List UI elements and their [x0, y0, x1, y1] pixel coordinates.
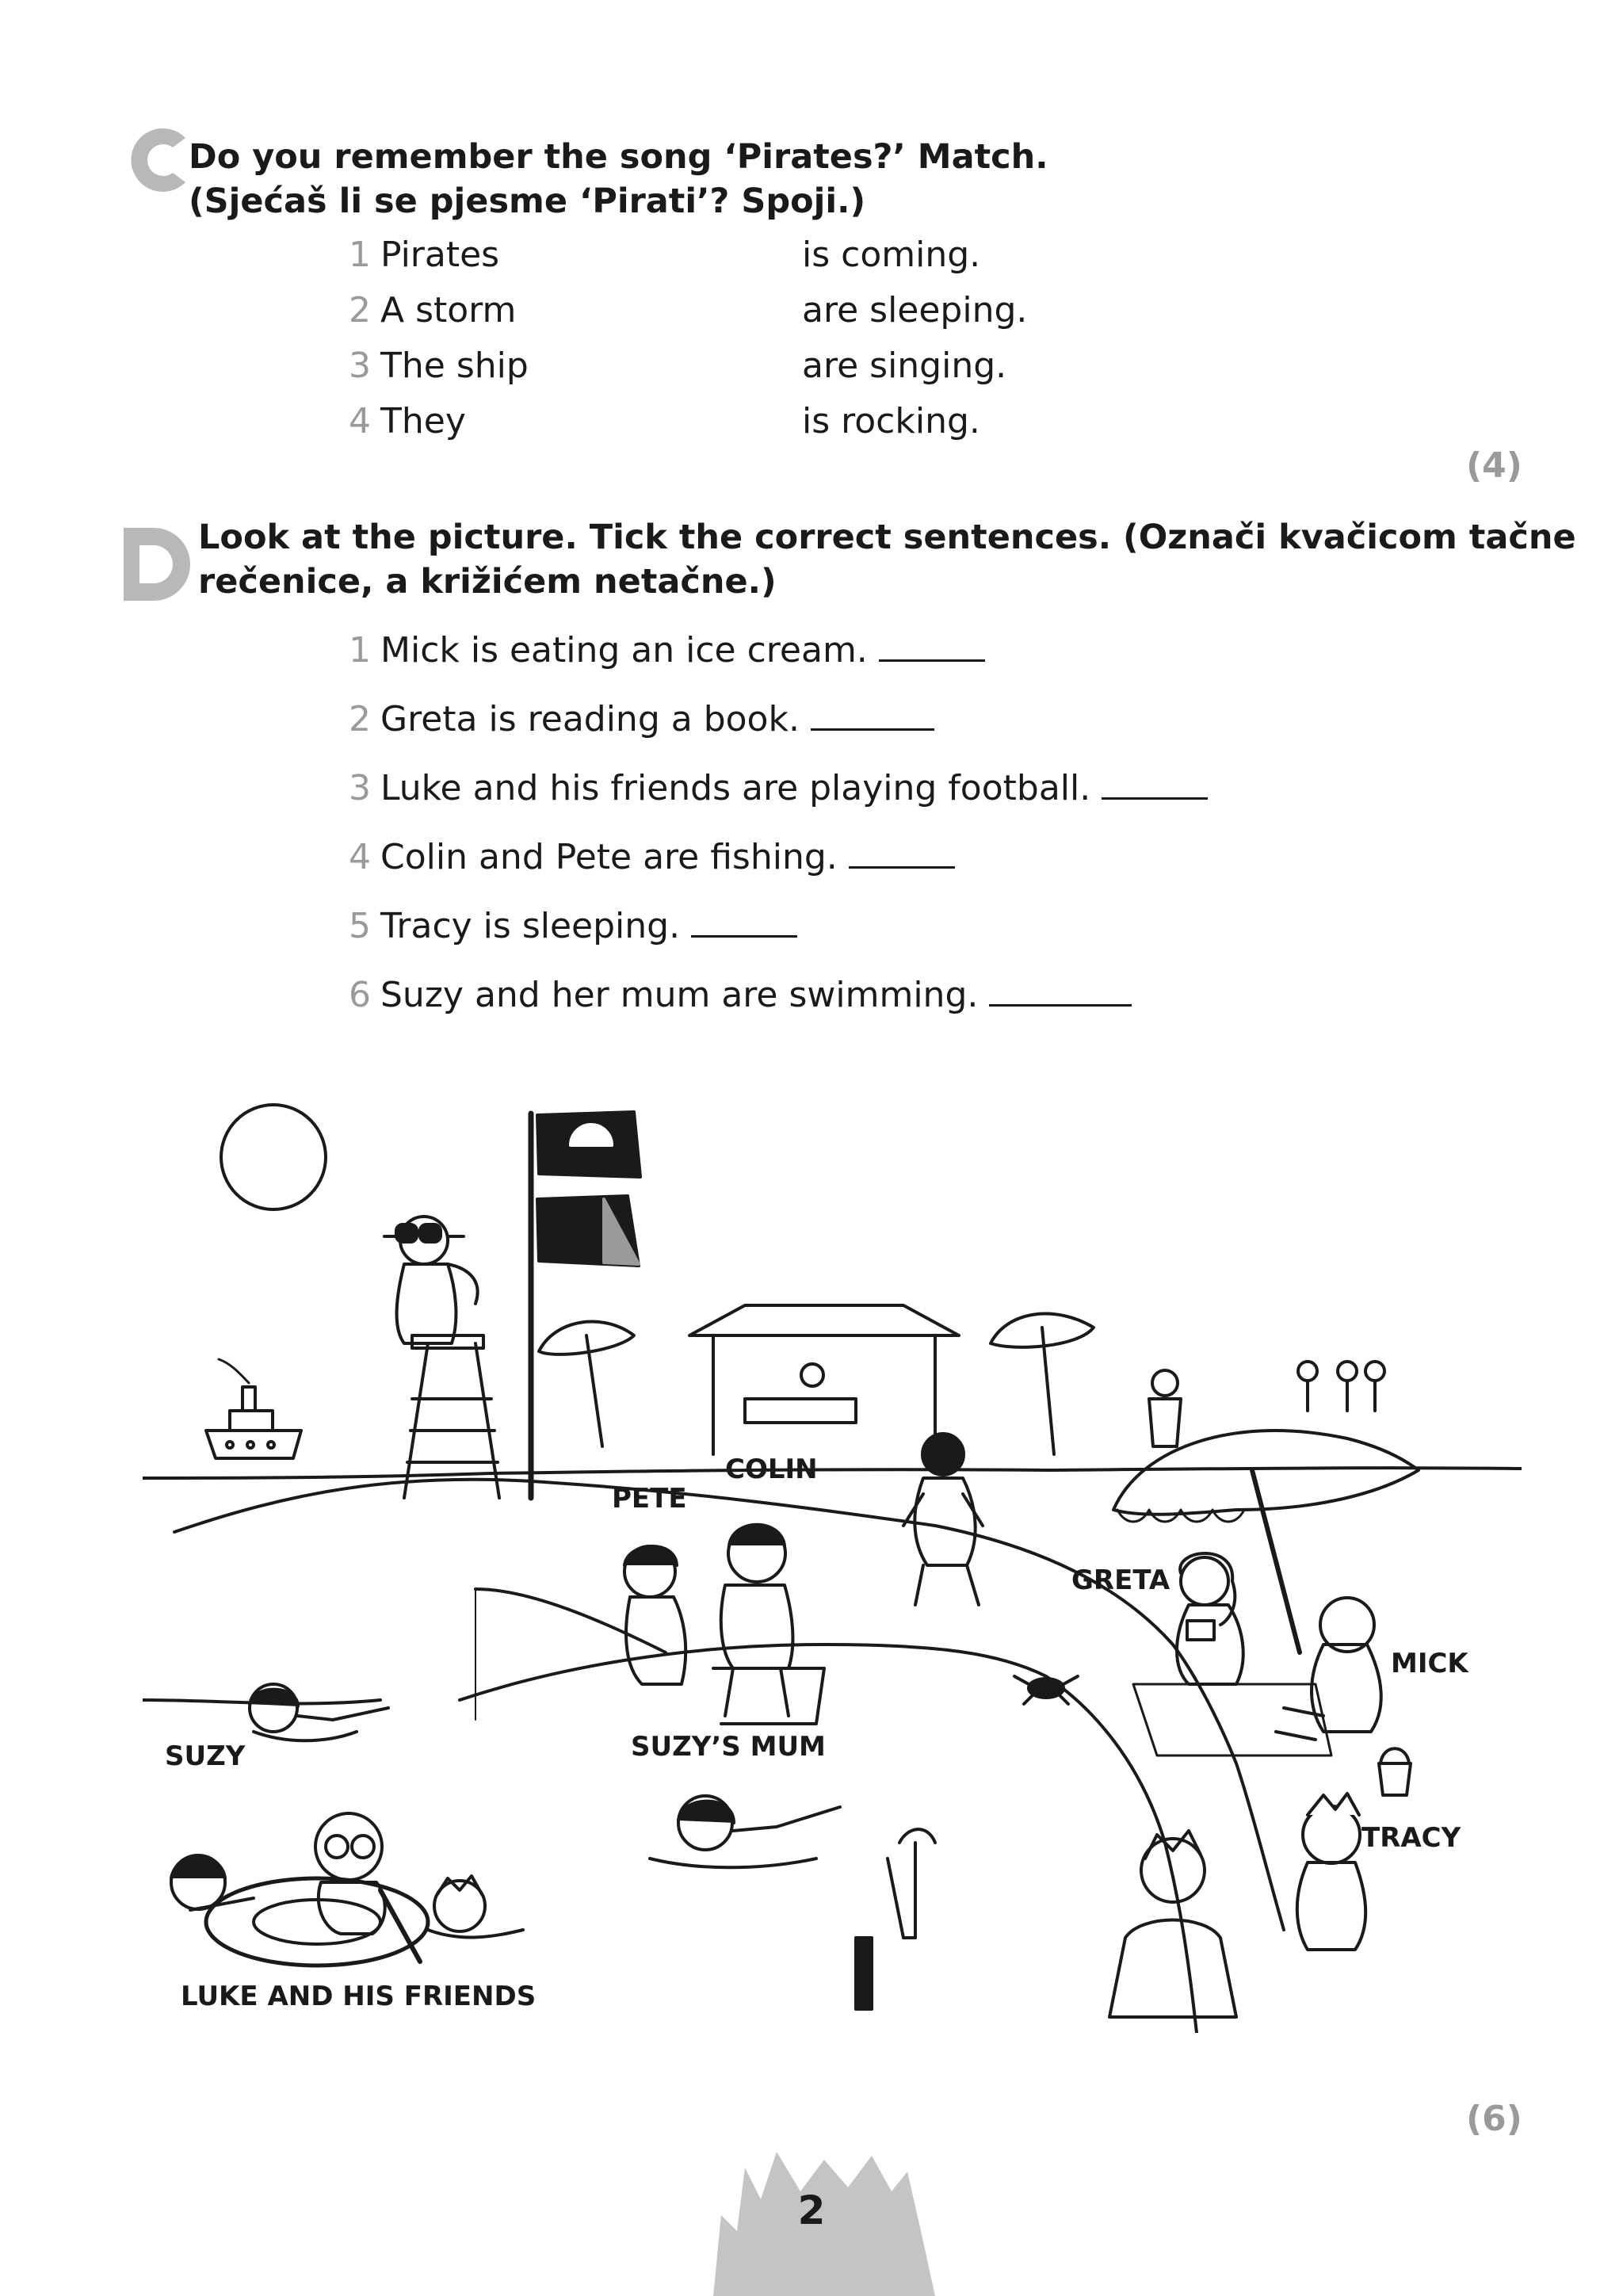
item-text: A storm	[380, 290, 517, 330]
answer-blank[interactable]	[691, 904, 797, 938]
sentence-text: Suzy and her mum are swimming.	[380, 975, 979, 1015]
answer-blank[interactable]	[1102, 766, 1208, 800]
label-colin: COLIN	[725, 1454, 818, 1485]
luke-figure-icon	[171, 1855, 254, 1910]
sentence-text: Colin and Pete are fishing.	[380, 837, 838, 877]
pete-figure-icon	[624, 1546, 685, 1684]
sentence-text: Greta is reading a book.	[380, 699, 800, 739]
section-c-score: (4)	[1466, 445, 1522, 486]
label-suzys-mum: SUZY’S MUM	[631, 1731, 826, 1763]
match-left-item	[349, 344, 529, 388]
section-d-instruction-line1: Look at the picture. Tick the correct sentences. (Označi kvačicom tačne	[198, 518, 1576, 557]
country-flag-icon	[537, 1196, 639, 1266]
section-c-instruction-line1: Do you remember the song ‘Pirates?’ Match.	[189, 137, 1048, 177]
boy-in-ring-icon	[315, 1813, 420, 1962]
water-line	[460, 1645, 1197, 2033]
page-number: 2	[797, 2187, 826, 2233]
suzy-figure-icon	[250, 1684, 388, 1740]
item-number: 3	[349, 768, 371, 808]
answer-blank[interactable]	[879, 628, 985, 662]
colin-figure-icon	[713, 1525, 824, 1724]
horizon-line	[143, 1468, 1522, 1478]
diving-legs-icon	[888, 1829, 935, 1938]
lifeguard-with-binoculars-icon	[384, 1217, 478, 1343]
label-mick: MICK	[1391, 1648, 1468, 1679]
sentence-item	[349, 835, 955, 880]
item-number: 1	[349, 235, 371, 275]
bottle-icon	[856, 1938, 872, 2009]
pirate-flag-icon	[537, 1112, 640, 1177]
section-d-instruction-line2: rečenice, a križićem netačne.)	[198, 562, 777, 602]
swim-ring-icon	[206, 1878, 428, 1966]
fishing-rod-icon	[475, 1589, 666, 1720]
sentence-text: Mick is eating an ice cream.	[380, 630, 868, 670]
sentence-text: Luke and his friends are playing football.	[380, 768, 1091, 808]
item-number: 3	[349, 346, 371, 386]
beach-kiosk-icon	[689, 1305, 959, 1454]
item-text: The ship	[380, 346, 529, 386]
friend-figure-icon	[428, 1876, 523, 1937]
sentence-item	[349, 972, 1132, 1018]
match-left-item	[349, 233, 499, 277]
ship-icon	[206, 1359, 301, 1458]
item-number: 5	[349, 906, 371, 946]
boy-digging-icon	[1109, 1831, 1236, 2017]
sentence-item	[349, 904, 797, 949]
label-greta: GRETA	[1071, 1564, 1170, 1596]
crab-icon	[1014, 1676, 1078, 1704]
section-c-instruction-line2: (Sjećaš li se pjesme ‘Pirati’? Spoji.)	[189, 181, 866, 221]
bucket-icon	[1379, 1748, 1411, 1795]
item-number: 4	[349, 837, 371, 877]
label-suzy: SUZY	[165, 1740, 246, 1772]
sentence-item	[349, 697, 934, 742]
section-d-instruction	[198, 515, 1576, 604]
item-number: 6	[349, 975, 371, 1015]
item-number: 4	[349, 401, 371, 441]
boy-walking-icon	[903, 1434, 983, 1605]
answer-blank[interactable]	[849, 835, 955, 869]
beach-picture	[143, 1098, 1522, 2033]
label-luke-and-friends: LUKE AND HIS FRIENDS	[181, 1981, 537, 2012]
parasol-icon	[991, 1314, 1094, 1454]
item-text: They	[380, 401, 466, 441]
sentence-text: Tracy is sleeping.	[380, 906, 681, 946]
match-right-item: are sleeping.	[802, 290, 1028, 330]
match-left-item	[349, 288, 516, 333]
background-people-icon	[1149, 1362, 1384, 1446]
section-c-instruction	[189, 135, 1048, 223]
item-text: Pirates	[380, 235, 500, 275]
section-d-letter-icon	[119, 523, 195, 606]
section-c-letter-icon	[117, 120, 197, 200]
match-left-item	[349, 399, 466, 444]
item-number: 2	[349, 290, 371, 330]
answer-blank[interactable]	[989, 972, 1132, 1007]
suzys-mum-figure-icon	[650, 1796, 840, 1867]
label-pete: PETE	[612, 1483, 687, 1515]
tracy-figure-icon	[1297, 1794, 1365, 1950]
match-right-item: is rocking.	[802, 401, 980, 441]
match-right-item: is coming.	[802, 235, 981, 275]
sentence-item	[349, 766, 1208, 811]
answer-blank[interactable]	[811, 697, 934, 731]
section-d-score: (6)	[1466, 2099, 1522, 2139]
sentence-item	[349, 628, 985, 673]
item-number: 1	[349, 630, 371, 670]
parasol-icon	[539, 1322, 634, 1446]
sun-icon	[221, 1105, 326, 1209]
label-tracy: TRACY	[1361, 1822, 1461, 1854]
item-number: 2	[349, 699, 371, 739]
match-right-item: are singing.	[802, 346, 1007, 386]
